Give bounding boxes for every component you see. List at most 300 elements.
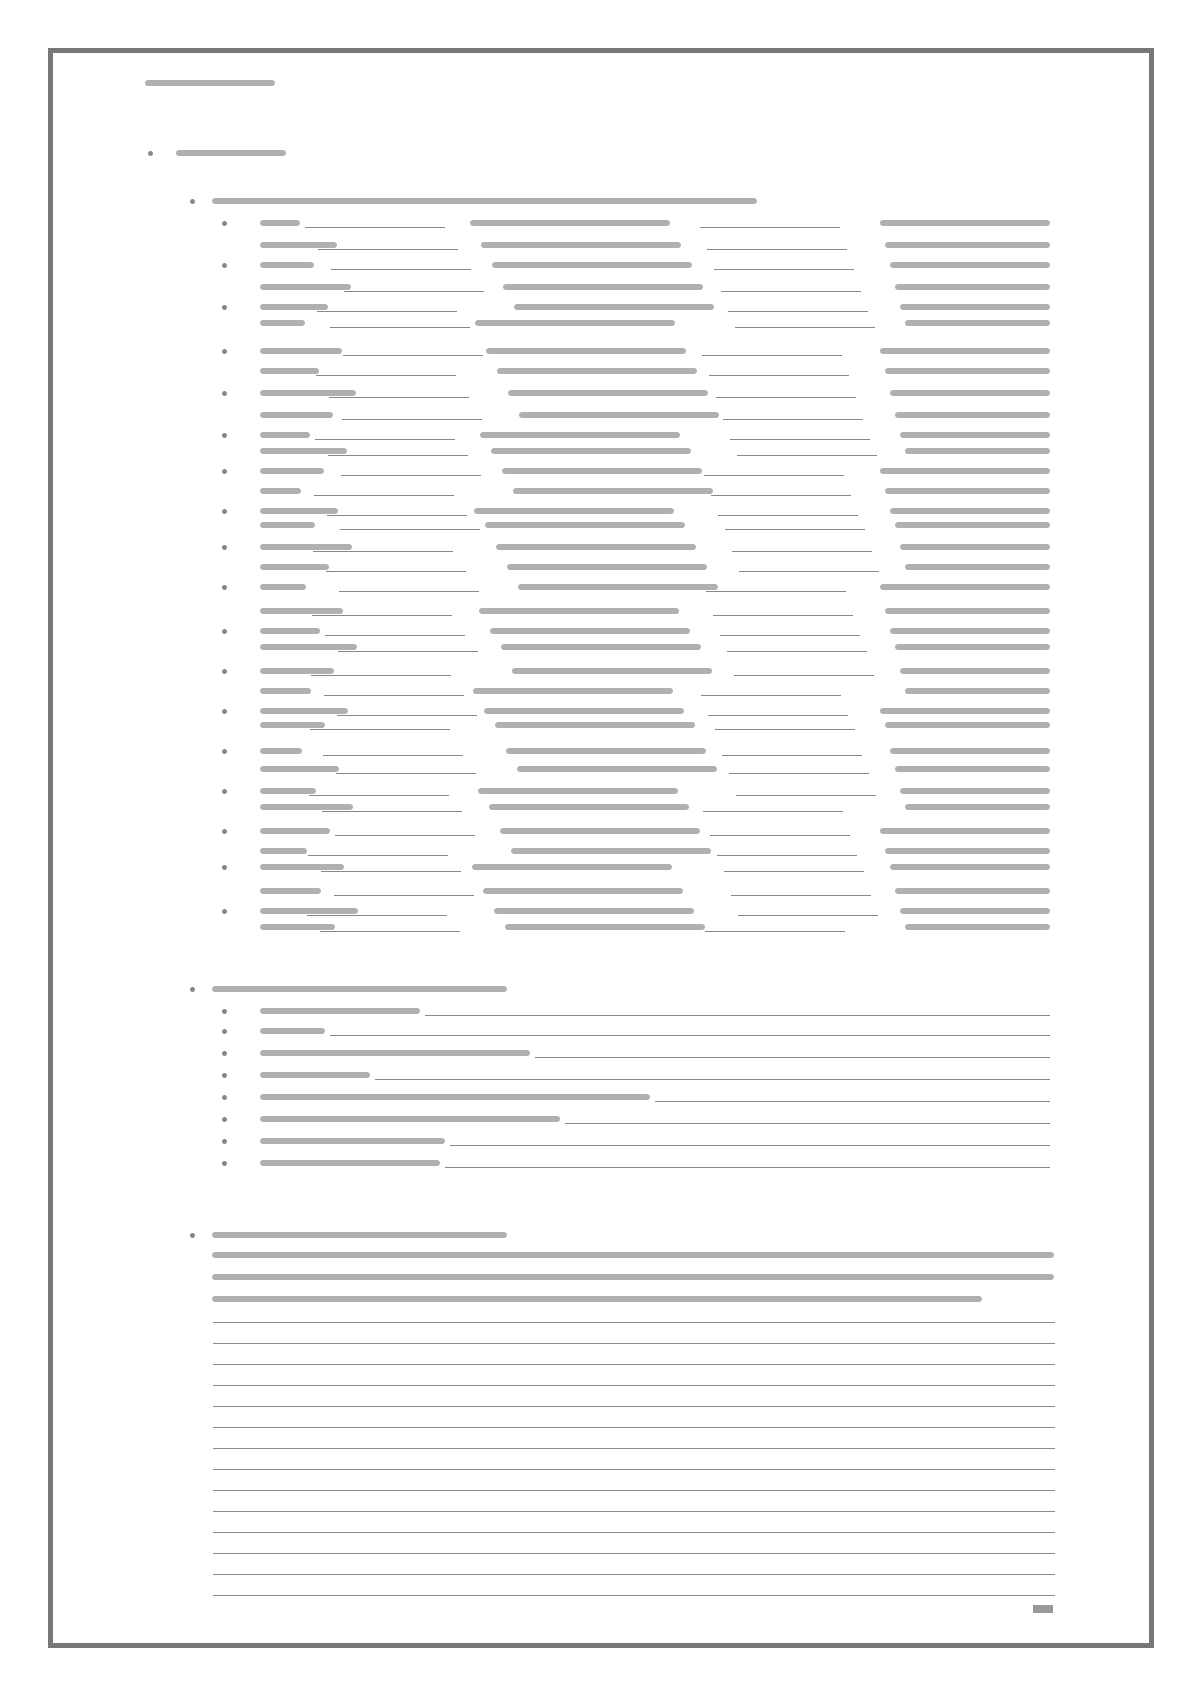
writing-line bbox=[213, 1343, 1055, 1344]
answer-blank bbox=[714, 269, 854, 270]
bullet-mark bbox=[222, 1139, 227, 1144]
text-placeholder bbox=[900, 544, 1050, 550]
text-placeholder bbox=[260, 368, 319, 374]
text-placeholder bbox=[491, 448, 691, 454]
bullet-mark bbox=[222, 1095, 227, 1100]
answer-blank bbox=[335, 835, 475, 836]
exercise-a-item bbox=[0, 824, 1190, 838]
text-placeholder bbox=[260, 1028, 325, 1034]
answer-blank bbox=[721, 291, 861, 292]
text-placeholder bbox=[480, 432, 680, 438]
text-placeholder bbox=[490, 628, 690, 634]
text-placeholder bbox=[260, 668, 334, 674]
bullet-mark bbox=[222, 585, 227, 590]
answer-blank bbox=[706, 591, 846, 592]
answer-blank bbox=[340, 529, 480, 530]
exercise-a-item bbox=[0, 580, 1190, 594]
answer-blank bbox=[725, 529, 865, 530]
text-placeholder bbox=[212, 986, 507, 992]
text-placeholder bbox=[473, 688, 673, 694]
answer-blank bbox=[310, 729, 450, 730]
text-placeholder bbox=[260, 564, 329, 570]
bullet-mark bbox=[222, 305, 227, 310]
answer-blank bbox=[735, 327, 875, 328]
text-placeholder bbox=[474, 508, 674, 514]
answer-blank bbox=[336, 773, 476, 774]
writing-line bbox=[213, 1532, 1055, 1533]
text-placeholder bbox=[890, 864, 1050, 870]
text-placeholder bbox=[885, 848, 1050, 854]
bullet-mark bbox=[148, 151, 153, 156]
exercise-b-item bbox=[0, 1112, 1190, 1126]
writing-line bbox=[213, 1385, 1055, 1386]
text-placeholder bbox=[260, 828, 330, 834]
writing-line bbox=[213, 1406, 1055, 1407]
text-placeholder bbox=[260, 584, 306, 590]
text-placeholder bbox=[212, 1296, 982, 1302]
text-placeholder bbox=[900, 788, 1050, 794]
text-placeholder bbox=[500, 828, 700, 834]
exercise-a-item bbox=[0, 258, 1190, 272]
text-placeholder bbox=[506, 748, 706, 754]
answer-blank bbox=[305, 227, 445, 228]
exercise-a-item bbox=[0, 364, 1190, 378]
text-placeholder bbox=[905, 320, 1050, 326]
text-placeholder bbox=[905, 924, 1050, 930]
answer-blank bbox=[339, 591, 479, 592]
bullet-mark bbox=[222, 909, 227, 914]
bullet-mark bbox=[190, 199, 195, 204]
answer-blank bbox=[425, 1015, 1050, 1016]
bullet-mark bbox=[222, 709, 227, 714]
answer-blank bbox=[311, 675, 451, 676]
exercise-a-item bbox=[0, 684, 1190, 698]
answer-blank bbox=[715, 729, 855, 730]
answer-blank bbox=[716, 397, 856, 398]
bullet-mark bbox=[222, 545, 227, 550]
exercise-a-item bbox=[0, 844, 1190, 858]
exercise-a-item bbox=[0, 704, 1190, 718]
text-placeholder bbox=[472, 864, 672, 870]
exercise-a-item bbox=[0, 444, 1190, 458]
exercise-b-item bbox=[0, 1024, 1190, 1038]
writing-line bbox=[213, 1469, 1055, 1470]
text-placeholder bbox=[176, 150, 286, 156]
text-placeholder bbox=[518, 584, 718, 590]
answer-blank bbox=[334, 895, 474, 896]
exercise-a-item bbox=[0, 718, 1190, 732]
exercise-b-item bbox=[0, 1046, 1190, 1060]
text-placeholder bbox=[519, 412, 719, 418]
text-placeholder bbox=[505, 924, 705, 930]
text-placeholder bbox=[470, 220, 670, 226]
bullet-mark bbox=[222, 829, 227, 834]
exercise-a-item bbox=[0, 784, 1190, 798]
text-placeholder bbox=[260, 1138, 445, 1144]
answer-blank bbox=[704, 475, 844, 476]
exercise-a-item bbox=[0, 316, 1190, 330]
bullet-mark bbox=[222, 669, 227, 674]
exercise-a-item bbox=[0, 744, 1190, 758]
bullet-mark bbox=[190, 1233, 195, 1238]
text-placeholder bbox=[260, 888, 321, 894]
exercise-b-title-line bbox=[0, 982, 1190, 996]
answer-blank bbox=[718, 515, 858, 516]
text-placeholder bbox=[260, 284, 351, 290]
text-placeholder bbox=[905, 448, 1050, 454]
text-placeholder bbox=[260, 1094, 650, 1100]
exercise-b-item bbox=[0, 1090, 1190, 1104]
text-placeholder bbox=[513, 488, 713, 494]
writing-line bbox=[213, 1511, 1055, 1512]
text-placeholder bbox=[502, 468, 702, 474]
text-placeholder bbox=[484, 708, 684, 714]
exercise-b-item bbox=[0, 1134, 1190, 1148]
exercise-a-item bbox=[0, 216, 1190, 230]
bullet-mark bbox=[222, 1073, 227, 1078]
bullet-mark bbox=[222, 1161, 227, 1166]
text-placeholder bbox=[260, 220, 300, 226]
text-placeholder bbox=[260, 304, 328, 310]
writing-line bbox=[213, 1448, 1055, 1449]
page-number-mark bbox=[1033, 1605, 1053, 1613]
text-placeholder bbox=[880, 828, 1050, 834]
exercise-a-item bbox=[0, 664, 1190, 678]
answer-blank bbox=[655, 1101, 1050, 1102]
exercise-a-item bbox=[0, 904, 1190, 918]
exercise-a-item bbox=[0, 762, 1190, 776]
text-placeholder bbox=[260, 522, 315, 528]
text-placeholder bbox=[260, 508, 338, 514]
bullet-mark bbox=[222, 509, 227, 514]
text-placeholder bbox=[260, 1160, 440, 1166]
answer-blank bbox=[342, 419, 482, 420]
text-placeholder bbox=[260, 468, 324, 474]
answer-blank bbox=[312, 615, 452, 616]
exercise-a-item bbox=[0, 484, 1190, 498]
text-placeholder bbox=[212, 1232, 507, 1238]
exercise-a-item bbox=[0, 408, 1190, 422]
text-placeholder bbox=[885, 608, 1050, 614]
exercise-a-item bbox=[0, 540, 1190, 554]
answer-blank bbox=[318, 249, 458, 250]
text-placeholder bbox=[507, 564, 707, 570]
text-placeholder bbox=[260, 448, 347, 454]
answer-blank bbox=[343, 355, 483, 356]
text-placeholder bbox=[260, 748, 302, 754]
bullet-mark bbox=[222, 1051, 227, 1056]
answer-blank bbox=[320, 931, 460, 932]
text-placeholder bbox=[492, 262, 692, 268]
answer-blank bbox=[738, 915, 878, 916]
answer-blank bbox=[450, 1145, 1050, 1146]
exercise-a-item bbox=[0, 800, 1190, 814]
text-placeholder bbox=[501, 644, 701, 650]
writing-line bbox=[213, 1553, 1055, 1554]
answer-blank bbox=[337, 715, 477, 716]
text-placeholder bbox=[489, 804, 689, 810]
bullet-mark bbox=[222, 391, 227, 396]
answer-blank bbox=[331, 269, 471, 270]
answer-blank bbox=[707, 249, 847, 250]
answer-blank bbox=[323, 755, 463, 756]
text-placeholder bbox=[260, 1072, 370, 1078]
text-placeholder bbox=[479, 608, 679, 614]
text-placeholder bbox=[260, 848, 307, 854]
text-placeholder bbox=[900, 668, 1050, 674]
answer-blank bbox=[309, 795, 449, 796]
text-placeholder bbox=[260, 412, 333, 418]
exercise-a-item bbox=[0, 640, 1190, 654]
answer-blank bbox=[711, 495, 851, 496]
writing-line bbox=[213, 1595, 1055, 1596]
text-placeholder bbox=[895, 766, 1050, 772]
answer-blank bbox=[321, 871, 461, 872]
answer-blank bbox=[327, 515, 467, 516]
bullet-mark bbox=[222, 865, 227, 870]
answer-blank bbox=[701, 695, 841, 696]
text-placeholder bbox=[890, 390, 1050, 396]
header-line bbox=[0, 76, 1190, 90]
text-placeholder bbox=[895, 644, 1050, 650]
text-placeholder bbox=[495, 722, 695, 728]
text-placeholder bbox=[260, 608, 343, 614]
answer-blank bbox=[728, 311, 868, 312]
text-placeholder bbox=[260, 864, 344, 870]
exercise-c-instruction-line bbox=[0, 1292, 1190, 1306]
text-placeholder bbox=[895, 284, 1050, 290]
bullet-mark bbox=[222, 433, 227, 438]
text-placeholder bbox=[890, 748, 1050, 754]
text-placeholder bbox=[212, 1274, 1054, 1280]
exercise-a-item bbox=[0, 920, 1190, 934]
answer-blank bbox=[739, 571, 879, 572]
exercise-a-item bbox=[0, 624, 1190, 638]
text-placeholder bbox=[260, 688, 311, 694]
answer-blank bbox=[316, 375, 456, 376]
answer-blank bbox=[717, 855, 857, 856]
text-placeholder bbox=[503, 284, 703, 290]
exercise-a-item bbox=[0, 860, 1190, 874]
text-placeholder bbox=[260, 390, 356, 396]
writing-line bbox=[213, 1490, 1055, 1491]
text-placeholder bbox=[260, 788, 316, 794]
bullet-mark bbox=[222, 789, 227, 794]
text-placeholder bbox=[890, 262, 1050, 268]
text-placeholder bbox=[483, 888, 683, 894]
answer-blank bbox=[703, 811, 843, 812]
text-placeholder bbox=[260, 320, 305, 326]
exercise-c-instruction-line bbox=[0, 1248, 1190, 1262]
text-placeholder bbox=[880, 468, 1050, 474]
answer-blank bbox=[535, 1057, 1050, 1058]
text-placeholder bbox=[900, 432, 1050, 438]
text-placeholder bbox=[260, 488, 301, 494]
text-placeholder bbox=[260, 766, 339, 772]
text-placeholder bbox=[880, 220, 1050, 226]
text-placeholder bbox=[905, 564, 1050, 570]
text-placeholder bbox=[145, 80, 275, 86]
answer-blank bbox=[565, 1123, 1050, 1124]
text-placeholder bbox=[260, 644, 357, 650]
answer-blank bbox=[734, 675, 874, 676]
exercise-a-item bbox=[0, 604, 1190, 618]
bullet-mark bbox=[222, 1117, 227, 1122]
text-placeholder bbox=[260, 924, 335, 930]
answer-blank bbox=[702, 355, 842, 356]
text-placeholder bbox=[260, 348, 342, 354]
text-placeholder bbox=[880, 348, 1050, 354]
answer-blank bbox=[307, 915, 447, 916]
answer-blank bbox=[705, 931, 845, 932]
text-placeholder bbox=[905, 688, 1050, 694]
text-placeholder bbox=[514, 304, 714, 310]
answer-blank bbox=[732, 551, 872, 552]
text-placeholder bbox=[260, 1050, 530, 1056]
answer-blank bbox=[330, 327, 470, 328]
answer-blank bbox=[736, 795, 876, 796]
answer-blank bbox=[730, 439, 870, 440]
text-placeholder bbox=[890, 508, 1050, 514]
text-placeholder bbox=[494, 908, 694, 914]
answer-blank bbox=[308, 855, 448, 856]
bullet-mark bbox=[222, 221, 227, 226]
answer-blank bbox=[710, 835, 850, 836]
exercise-b-item bbox=[0, 1068, 1190, 1082]
writing-line bbox=[213, 1364, 1055, 1365]
answer-blank bbox=[344, 291, 484, 292]
answer-blank bbox=[328, 455, 468, 456]
answer-blank bbox=[317, 311, 457, 312]
text-placeholder bbox=[212, 198, 757, 204]
text-placeholder bbox=[260, 908, 358, 914]
answer-blank bbox=[375, 1079, 1050, 1080]
answer-blank bbox=[330, 1035, 1050, 1036]
section-title-line bbox=[0, 146, 1190, 160]
text-placeholder bbox=[481, 242, 681, 248]
exercise-a-item bbox=[0, 504, 1190, 518]
text-placeholder bbox=[508, 390, 708, 396]
answer-blank bbox=[329, 397, 469, 398]
text-placeholder bbox=[475, 320, 675, 326]
text-placeholder bbox=[885, 368, 1050, 374]
text-placeholder bbox=[497, 368, 697, 374]
bullet-mark bbox=[222, 469, 227, 474]
bullet-mark bbox=[222, 749, 227, 754]
exercise-a-item bbox=[0, 280, 1190, 294]
bullet-mark bbox=[222, 263, 227, 268]
text-placeholder bbox=[260, 242, 337, 248]
text-placeholder bbox=[905, 804, 1050, 810]
exercise-a-item bbox=[0, 344, 1190, 358]
answer-blank bbox=[724, 871, 864, 872]
answer-blank bbox=[325, 635, 465, 636]
answer-blank bbox=[727, 651, 867, 652]
exercise-a-item bbox=[0, 300, 1190, 314]
exercise-a-item bbox=[0, 884, 1190, 898]
text-placeholder bbox=[212, 1252, 1054, 1258]
answer-blank bbox=[324, 695, 464, 696]
text-placeholder bbox=[511, 848, 711, 854]
text-placeholder bbox=[496, 544, 696, 550]
exercise-a-item bbox=[0, 560, 1190, 574]
answer-blank bbox=[737, 455, 877, 456]
text-placeholder bbox=[890, 628, 1050, 634]
exercise-c-instruction-line bbox=[0, 1270, 1190, 1284]
answer-blank bbox=[313, 551, 453, 552]
exercise-a-title-line bbox=[0, 194, 1190, 208]
text-placeholder bbox=[260, 628, 320, 634]
text-placeholder bbox=[260, 1008, 420, 1014]
writing-line bbox=[213, 1427, 1055, 1428]
bullet-mark bbox=[190, 987, 195, 992]
text-placeholder bbox=[260, 432, 310, 438]
text-placeholder bbox=[885, 722, 1050, 728]
text-placeholder bbox=[517, 766, 717, 772]
text-placeholder bbox=[895, 522, 1050, 528]
answer-blank bbox=[315, 439, 455, 440]
exercise-b-item bbox=[0, 1004, 1190, 1018]
bullet-mark bbox=[222, 1029, 227, 1034]
answer-blank bbox=[341, 475, 481, 476]
bullet-mark bbox=[222, 629, 227, 634]
exercise-c-title-line bbox=[0, 1228, 1190, 1242]
text-placeholder bbox=[486, 348, 686, 354]
answer-blank bbox=[722, 755, 862, 756]
text-placeholder bbox=[260, 708, 348, 714]
text-placeholder bbox=[260, 544, 352, 550]
answer-blank bbox=[720, 635, 860, 636]
writing-line bbox=[213, 1574, 1055, 1575]
text-placeholder bbox=[895, 888, 1050, 894]
text-placeholder bbox=[260, 262, 314, 268]
answer-blank bbox=[731, 895, 871, 896]
answer-blank bbox=[445, 1167, 1050, 1168]
text-placeholder bbox=[885, 488, 1050, 494]
exercise-a-item bbox=[0, 386, 1190, 400]
answer-blank bbox=[708, 715, 848, 716]
answer-blank bbox=[700, 227, 840, 228]
text-placeholder bbox=[260, 1116, 560, 1122]
text-placeholder bbox=[485, 522, 685, 528]
answer-blank bbox=[729, 773, 869, 774]
bullet-mark bbox=[222, 1009, 227, 1014]
text-placeholder bbox=[900, 908, 1050, 914]
exercise-a-item bbox=[0, 428, 1190, 442]
exercise-b-item bbox=[0, 1156, 1190, 1170]
text-placeholder bbox=[260, 804, 353, 810]
text-placeholder bbox=[900, 304, 1050, 310]
exercise-a-item bbox=[0, 518, 1190, 532]
answer-blank bbox=[314, 495, 454, 496]
text-placeholder bbox=[885, 242, 1050, 248]
text-placeholder bbox=[880, 584, 1050, 590]
exercise-a-item bbox=[0, 238, 1190, 252]
answer-blank bbox=[723, 419, 863, 420]
answer-blank bbox=[713, 615, 853, 616]
text-placeholder bbox=[895, 412, 1050, 418]
bullet-mark bbox=[222, 349, 227, 354]
text-placeholder bbox=[260, 722, 325, 728]
answer-blank bbox=[322, 811, 462, 812]
text-placeholder bbox=[512, 668, 712, 674]
answer-blank bbox=[326, 571, 466, 572]
writing-line bbox=[213, 1322, 1055, 1323]
answer-blank bbox=[709, 375, 849, 376]
text-placeholder bbox=[478, 788, 678, 794]
answer-blank bbox=[338, 651, 478, 652]
text-placeholder bbox=[880, 708, 1050, 714]
